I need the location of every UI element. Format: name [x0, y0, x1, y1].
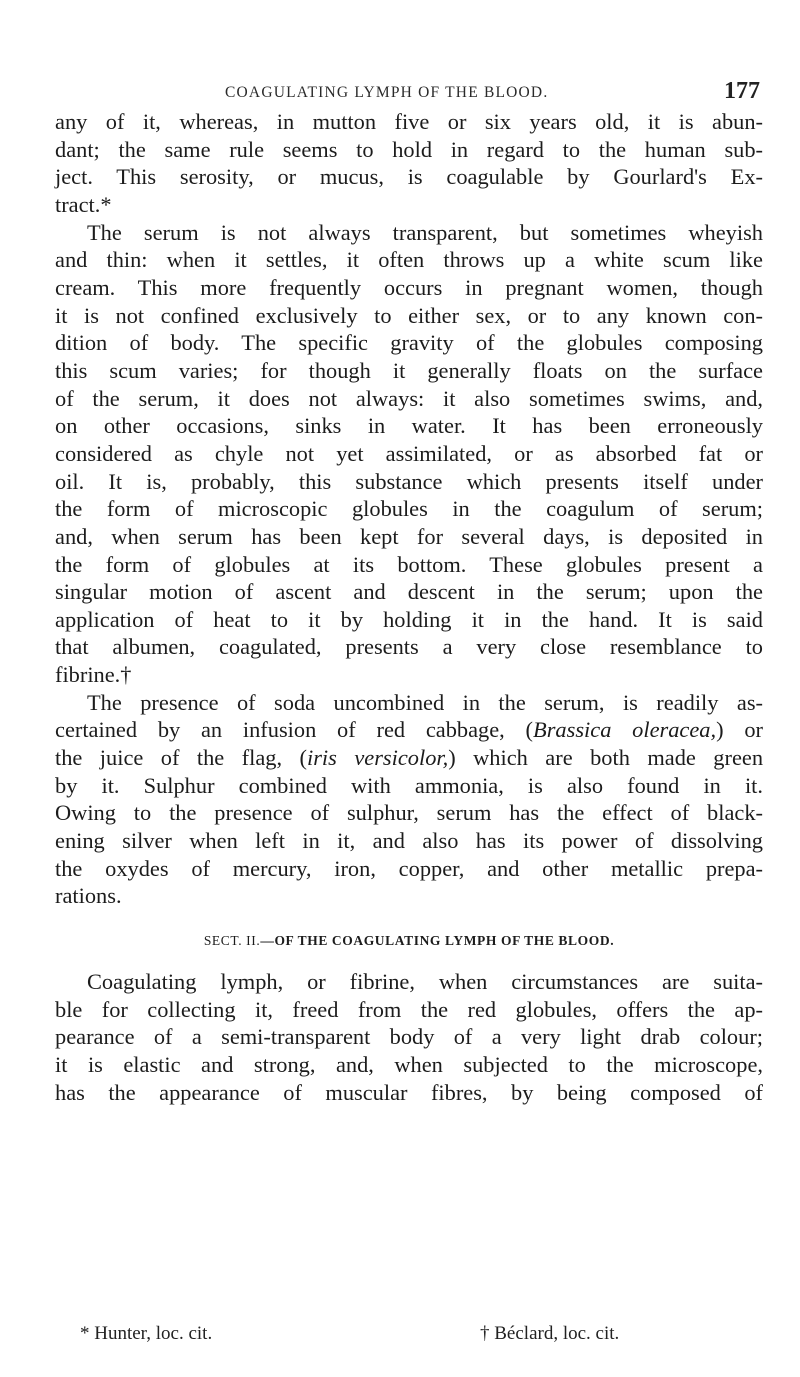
- text-line: any of it, whereas, in mutton five or six years old, it is abun-: [55, 109, 763, 134]
- paragraph-3: [55, 689, 763, 910]
- text-segment: ) which are both made green: [448, 745, 764, 771]
- text-segment: the juice of the flag, (: [55, 745, 307, 771]
- italic-species-name: Brassica oleracea,: [533, 717, 717, 743]
- section-heading: [55, 932, 763, 950]
- text-line: has the appearance of muscular fibres, by being composed of: [55, 1079, 763, 1105]
- text-line: Coagulating lymph, or fibrine, when circumstances are suita-: [87, 969, 763, 995]
- text-line: pearance of a semi-transparent body of a very light drab colour;: [55, 1024, 763, 1050]
- text-line: tract.*: [55, 191, 112, 217]
- text-line: it is elastic and strong, and, when subjected to the microscope,: [55, 1052, 763, 1077]
- text-line: application of heat to it by holding it in the hand. It is said: [55, 606, 763, 632]
- text-line: ject. This serosity, or mucus, is coagulable by Gourlard's Ex-: [55, 164, 763, 190]
- italic-species-name: iris versicolor,: [307, 745, 449, 771]
- section-title: —OF THE COAGULATING LYMPH OF THE BLOOD.: [260, 933, 615, 949]
- text-line: the oxydes of mercury, iron, copper, and other metallic prepa-: [55, 855, 763, 881]
- body-text: [55, 108, 763, 1106]
- text-line: the form of microscopic globules in the coagulum of serum;: [55, 496, 763, 522]
- running-head: COAGULATING LYMPH OF THE BLOOD.: [225, 84, 549, 101]
- text-line: [55, 716, 763, 744]
- text-line: The serum is not always transparent, but sometimes wheyish: [87, 219, 763, 245]
- page-number: 177: [724, 78, 760, 104]
- text-line: and, when serum has been kept for several days, is deposited in: [55, 523, 763, 549]
- text-line: and thin: when it settles, it often throws up a white scum like: [55, 247, 763, 273]
- text-line: it is not confined exclusively to either sex, or to any known con-: [55, 302, 763, 328]
- page-header: [55, 78, 760, 108]
- paragraph-2: [55, 219, 763, 689]
- text-line: cream. This more frequently occurs in pregnant women, though: [55, 274, 763, 300]
- paragraph-1: [55, 108, 763, 219]
- text-line: that albumen, coagulated, presents a very close resemblance to: [55, 634, 763, 660]
- paragraph-4: [55, 968, 763, 1106]
- text-line: The presence of soda uncombined in the serum, is readily as-: [87, 689, 763, 715]
- text-line: singular motion of ascent and descent in the serum; upon the: [55, 579, 763, 605]
- text-line: this scum varies; for though it generally floats on the surface: [55, 357, 763, 383]
- section-label: SECT. II.: [203, 933, 261, 949]
- footnote-2: † Béclard, loc. cit.: [480, 1323, 620, 1344]
- text-line: dant; the same rule seems to hold in regard to the human sub-: [55, 136, 763, 162]
- text-line: Owing to the presence of sulphur, serum has the effect of black-: [55, 800, 763, 826]
- text-line: ble for collecting it, freed from the red globules, offers the ap-: [55, 996, 763, 1022]
- text-line: fibrine.†: [55, 662, 132, 688]
- text-line: ening silver when left in it, and also has its power of dissolving: [55, 828, 763, 854]
- text-segment: certained by an infusion of red cabbage, (: [55, 717, 534, 743]
- text-line: by it. Sulphur combined with ammonia, is also found in it.: [55, 772, 763, 798]
- text-line: on other occasions, sinks in water. It has been erroneously: [55, 413, 763, 439]
- text-segment: ) or: [716, 717, 763, 743]
- text-line: rations.: [55, 883, 122, 909]
- text-line: [55, 744, 763, 772]
- text-line: oil. It is, probably, this substance which presents itself under: [55, 468, 763, 494]
- text-line: the form of globules at its bottom. These globules present a: [55, 551, 763, 577]
- text-line: of the serum, it does not always: it also sometimes swims, and,: [55, 385, 763, 411]
- text-line: considered as chyle not yet assimilated, or as absorbed fat or: [55, 440, 763, 466]
- text-line: dition of body. The specific gravity of the globules composing: [55, 330, 763, 356]
- footnote-1: * Hunter, loc. cit.: [80, 1323, 213, 1344]
